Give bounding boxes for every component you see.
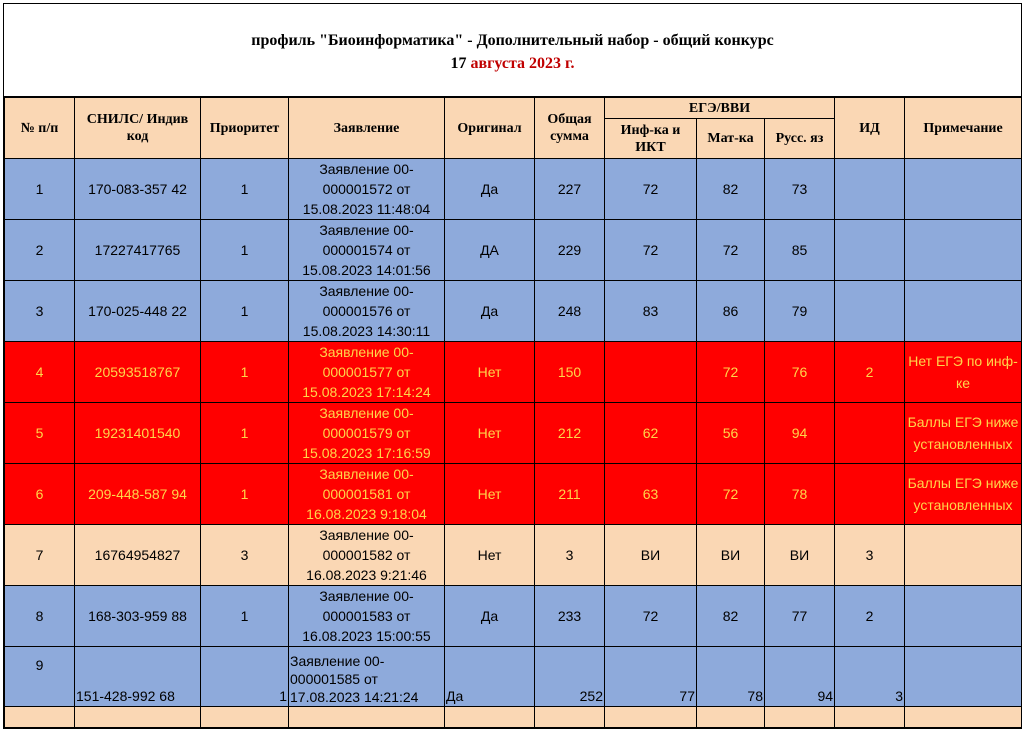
cell-original: ДА xyxy=(445,220,535,281)
cell-rus: ВИ xyxy=(765,525,835,586)
cell-num: 4 xyxy=(5,342,75,403)
cell-original: Нет xyxy=(445,342,535,403)
empty-cell xyxy=(835,707,905,728)
cell-math: 72 xyxy=(697,220,765,281)
app-line: 000001583 от xyxy=(322,608,411,624)
cell-num: 8 xyxy=(5,586,75,647)
cell-num: 5 xyxy=(5,403,75,464)
col-header-id: ИД xyxy=(835,98,905,159)
cell-id: 3 xyxy=(835,525,905,586)
cell-snils: 20593518767 xyxy=(75,342,201,403)
cell-inf: 83 xyxy=(605,281,697,342)
table-row xyxy=(5,586,1022,647)
cell-total: 227 xyxy=(535,159,605,220)
cell-math: 78 xyxy=(697,647,765,707)
cell-math: 72 xyxy=(697,464,765,525)
cell-application xyxy=(289,403,445,464)
cell-id: 2 xyxy=(835,586,905,647)
cell-id: 3 xyxy=(835,647,905,707)
cell-total: 248 xyxy=(535,281,605,342)
cell-original: Нет xyxy=(445,525,535,586)
cell-snils: 17227417765 xyxy=(75,220,201,281)
empty-cell xyxy=(5,707,75,728)
cell-num: 7 xyxy=(5,525,75,586)
cell-rus: 79 xyxy=(765,281,835,342)
cell-inf: 72 xyxy=(605,159,697,220)
cell-inf: 72 xyxy=(605,220,697,281)
cell-note: Баллы ЕГЭ ниже установленных xyxy=(905,464,1022,525)
app-line: Заявление 00- xyxy=(290,653,385,669)
cell-note xyxy=(905,586,1022,647)
cell-priority: 1 xyxy=(201,403,289,464)
cell-priority: 1 xyxy=(201,647,289,707)
empty-cell xyxy=(445,707,535,728)
col-header-ege-group: ЕГЭ/ВВИ xyxy=(605,98,835,119)
app-line: 000001582 от xyxy=(322,547,411,563)
table-row xyxy=(5,281,1022,342)
app-line: Заявление 00- xyxy=(319,588,414,604)
empty-cell xyxy=(765,707,835,728)
app-line: 000001574 от xyxy=(322,242,411,258)
table-row xyxy=(5,403,1022,464)
cell-original: Нет xyxy=(445,403,535,464)
app-line: Заявление 00- xyxy=(319,222,414,238)
col-header-note: Примечание xyxy=(905,98,1022,159)
app-line: 15.08.2023 11:48:04 xyxy=(302,201,431,217)
cell-rus: 76 xyxy=(765,342,835,403)
cell-rus: 77 xyxy=(765,586,835,647)
cell-note xyxy=(905,220,1022,281)
cell-inf: 63 xyxy=(605,464,697,525)
cell-id xyxy=(835,220,905,281)
cell-priority: 1 xyxy=(201,586,289,647)
cell-application xyxy=(289,586,445,647)
cell-note xyxy=(905,159,1022,220)
cell-rus: 85 xyxy=(765,220,835,281)
cell-rus: 94 xyxy=(765,403,835,464)
cell-total: 150 xyxy=(535,342,605,403)
cell-inf: 77 xyxy=(605,647,697,707)
cell-num: 3 xyxy=(5,281,75,342)
empty-cell xyxy=(605,707,697,728)
empty-cell xyxy=(697,707,765,728)
app-line: 16.08.2023 9:21:46 xyxy=(306,567,427,583)
cell-original: Нет xyxy=(445,464,535,525)
sheet-title xyxy=(4,4,1021,97)
cell-total: 233 xyxy=(535,586,605,647)
cell-total: 3 xyxy=(535,525,605,586)
cell-total: 211 xyxy=(535,464,605,525)
cell-original: Да xyxy=(445,647,535,707)
cell-id xyxy=(835,464,905,525)
table-row xyxy=(5,525,1022,586)
app-line: Заявление 00- xyxy=(319,161,414,177)
app-line: 15.08.2023 14:01:56 xyxy=(302,262,431,278)
app-line: 16.08.2023 15:00:55 xyxy=(302,628,431,644)
cell-application xyxy=(289,281,445,342)
cell-note xyxy=(905,647,1022,707)
cell-num: 2 xyxy=(5,220,75,281)
cell-inf: 62 xyxy=(605,403,697,464)
col-header-snils: СНИЛС/ Индив код xyxy=(75,98,201,159)
app-line: 17.08.2023 14:21:24 xyxy=(290,689,419,705)
col-header-priority: Приоритет xyxy=(201,98,289,159)
table-row xyxy=(5,647,1022,707)
cell-application xyxy=(289,342,445,403)
cell-snils: 16764954827 xyxy=(75,525,201,586)
app-line: Заявление 00- xyxy=(319,405,414,421)
cell-snils: 209-448-587 94 xyxy=(75,464,201,525)
cell-math: 86 xyxy=(697,281,765,342)
col-header-original: Оригинал xyxy=(445,98,535,159)
empty-cell xyxy=(905,707,1022,728)
col-header-application: Заявление xyxy=(289,98,445,159)
cell-num: 9 xyxy=(5,647,75,707)
cell-note: Баллы ЕГЭ ниже установленных xyxy=(905,403,1022,464)
app-line: 000001585 от xyxy=(290,671,378,687)
empty-row xyxy=(5,707,1022,728)
cell-total: 252 xyxy=(535,647,605,707)
table-row xyxy=(5,342,1022,403)
empty-cell xyxy=(201,707,289,728)
col-header-rus: Русс. яз xyxy=(765,119,835,159)
cell-priority: 1 xyxy=(201,159,289,220)
cell-math: 56 xyxy=(697,403,765,464)
cell-math: 72 xyxy=(697,342,765,403)
cell-priority: 1 xyxy=(201,220,289,281)
table-row xyxy=(5,464,1022,525)
cell-inf: ВИ xyxy=(605,525,697,586)
cell-note xyxy=(905,525,1022,586)
cell-id xyxy=(835,403,905,464)
cell-snils: 168-303-959 88 xyxy=(75,586,201,647)
cell-id xyxy=(835,159,905,220)
cell-math: 82 xyxy=(697,586,765,647)
app-line: 000001577 от xyxy=(322,364,411,380)
cell-rus: 73 xyxy=(765,159,835,220)
app-line: 15.08.2023 17:14:24 xyxy=(302,384,431,400)
table-row xyxy=(5,159,1022,220)
title-line-1: профиль "Биоинформатика" - Дополнительный набор - общий конкурс xyxy=(251,32,774,49)
cell-snils: 19231401540 xyxy=(75,403,201,464)
cell-priority: 1 xyxy=(201,281,289,342)
empty-cell xyxy=(535,707,605,728)
col-header-inf: Инф-ка и ИКТ xyxy=(605,119,697,159)
cell-math: ВИ xyxy=(697,525,765,586)
col-header-total: Общая сумма xyxy=(535,98,605,159)
cell-snils: 170-025-448 22 xyxy=(75,281,201,342)
cell-application xyxy=(289,464,445,525)
cell-snils: 151-428-992 68 xyxy=(75,647,201,707)
app-line: 15.08.2023 17:16:59 xyxy=(302,445,431,461)
empty-cell xyxy=(75,707,201,728)
app-line: 000001579 от xyxy=(322,425,411,441)
col-header-num: № п/п xyxy=(5,98,75,159)
app-line: Заявление 00- xyxy=(319,283,414,299)
cell-inf: 72 xyxy=(605,586,697,647)
cell-original: Да xyxy=(445,159,535,220)
app-line: 16.08.2023 9:18:04 xyxy=(306,506,427,522)
title-date: августа 2023 г. xyxy=(470,55,575,72)
cell-rus: 94 xyxy=(765,647,835,707)
cell-rus: 78 xyxy=(765,464,835,525)
cell-application xyxy=(289,220,445,281)
title-day: 17 xyxy=(450,55,467,72)
app-line: 000001581 от xyxy=(322,486,411,502)
col-header-math: Мат-ка xyxy=(697,119,765,159)
cell-inf xyxy=(605,342,697,403)
cell-total: 212 xyxy=(535,403,605,464)
title-line-2 xyxy=(4,53,1021,75)
cell-snils: 170-083-357 42 xyxy=(75,159,201,220)
cell-application xyxy=(289,647,445,707)
table-row xyxy=(5,220,1022,281)
app-line: 000001572 от xyxy=(322,181,411,197)
app-line: Заявление 00- xyxy=(319,466,414,482)
cell-id xyxy=(835,281,905,342)
cell-note xyxy=(905,281,1022,342)
cell-math: 82 xyxy=(697,159,765,220)
app-line: Заявление 00- xyxy=(319,527,414,543)
cell-application xyxy=(289,159,445,220)
app-line: Заявление 00- xyxy=(319,344,414,360)
cell-original: Да xyxy=(445,586,535,647)
cell-priority: 3 xyxy=(201,525,289,586)
cell-original: Да xyxy=(445,281,535,342)
cell-total: 229 xyxy=(535,220,605,281)
cell-id: 2 xyxy=(835,342,905,403)
cell-note: Нет ЕГЭ по инф-ке xyxy=(905,342,1022,403)
cell-num: 1 xyxy=(5,159,75,220)
applicants-table xyxy=(4,97,1022,728)
cell-priority: 1 xyxy=(201,342,289,403)
cell-num: 6 xyxy=(5,464,75,525)
app-line: 15.08.2023 14:30:11 xyxy=(302,323,431,339)
cell-priority: 1 xyxy=(201,464,289,525)
cell-application xyxy=(289,525,445,586)
app-line: 000001576 от xyxy=(322,303,411,319)
empty-cell xyxy=(289,707,445,728)
spreadsheet xyxy=(3,3,1022,729)
